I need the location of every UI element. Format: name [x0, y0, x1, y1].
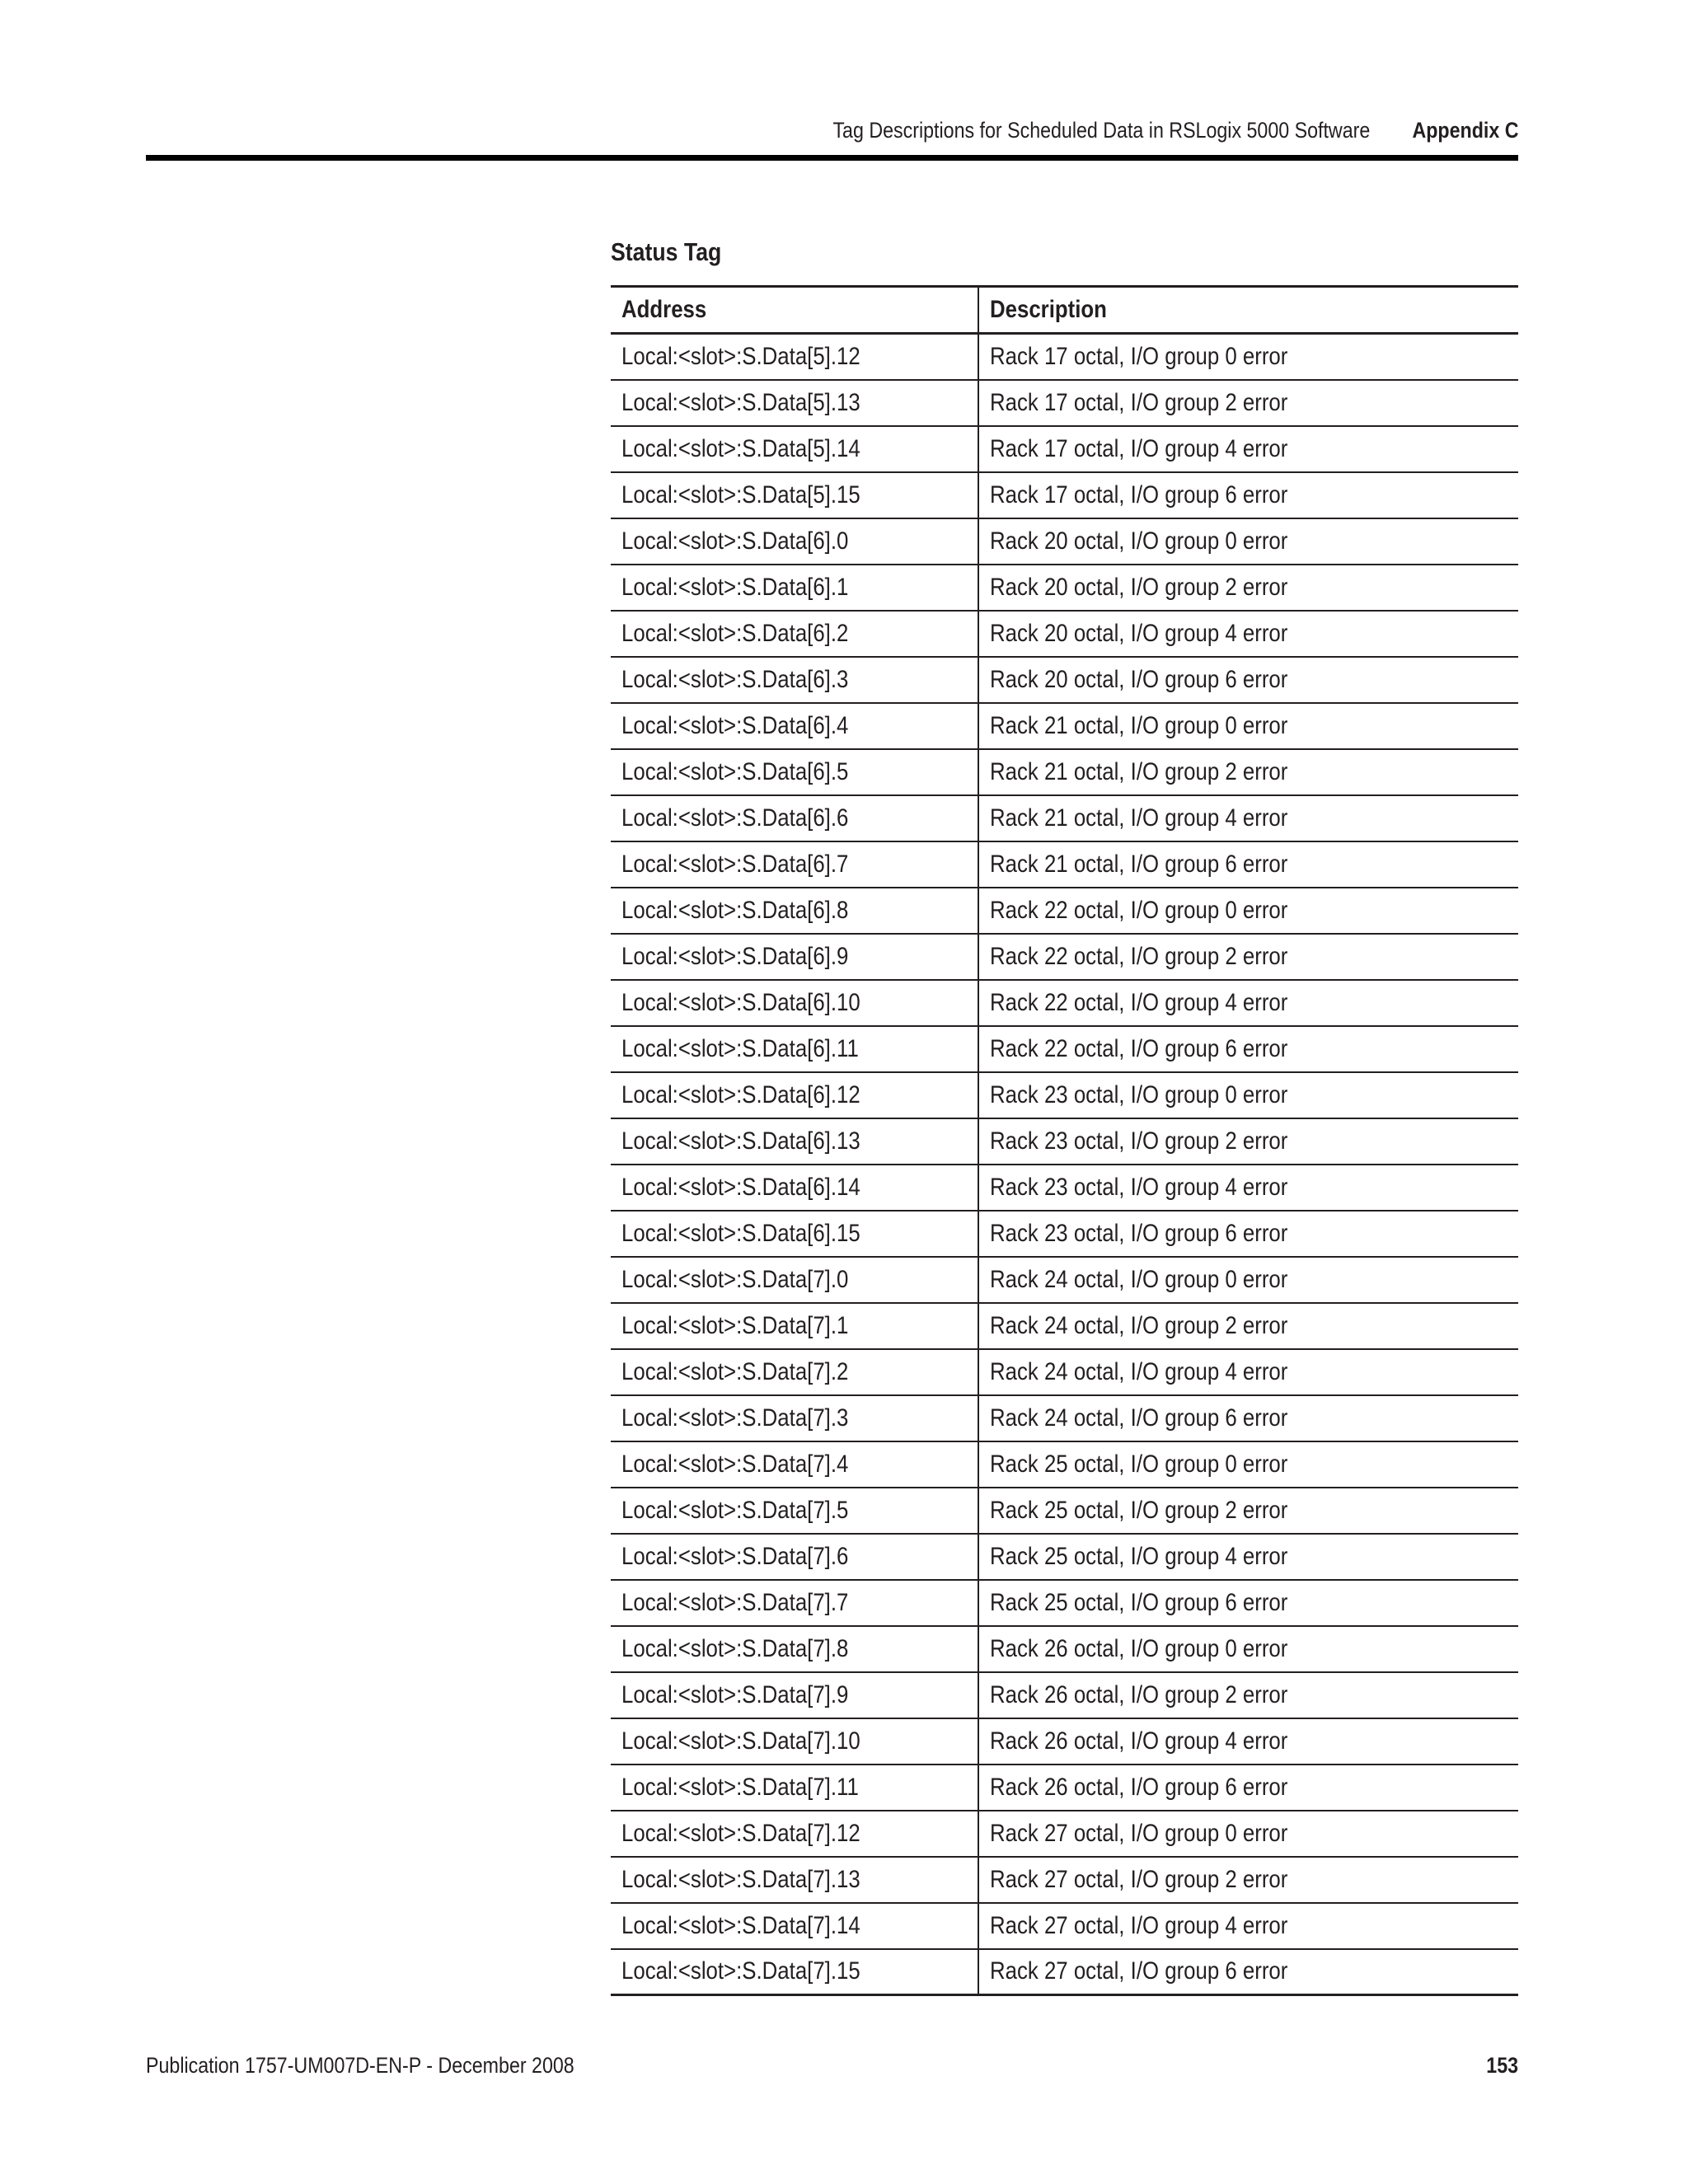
table-row [611, 1118, 1518, 1165]
address-cell [611, 1349, 978, 1395]
description-text: Rack 21 octal, I/O group 4 error [990, 804, 1288, 832]
table-row [611, 1534, 1518, 1580]
table-row [611, 1026, 1518, 1072]
table-header-row [611, 287, 1518, 334]
address-cell [611, 980, 978, 1026]
address-text: Local:<slot>:S.Data[6].8 [621, 896, 849, 924]
table-row [611, 657, 1518, 703]
address-text: Local:<slot>:S.Data[6].12 [621, 1080, 860, 1108]
description-cell [978, 980, 1518, 1026]
description-cell [978, 749, 1518, 795]
description-cell [978, 1580, 1518, 1626]
column-header-address [611, 287, 978, 334]
table-row [611, 934, 1518, 980]
address-text: Local:<slot>:S.Data[7].15 [621, 1957, 860, 1985]
address-cell [611, 795, 978, 841]
description-text: Rack 20 octal, I/O group 0 error [990, 527, 1288, 555]
address-cell [611, 1026, 978, 1072]
table-row [611, 472, 1518, 518]
address-text: Local:<slot>:S.Data[6].4 [621, 711, 849, 739]
address-cell [611, 611, 978, 657]
address-text: Local:<slot>:S.Data[6].6 [621, 804, 849, 832]
description-text: Rack 17 octal, I/O group 2 error [990, 388, 1288, 416]
address-cell [611, 565, 978, 611]
description-cell [978, 1488, 1518, 1534]
description-cell [978, 1395, 1518, 1441]
address-text: Local:<slot>:S.Data[7].10 [621, 1727, 860, 1755]
table-row [611, 1072, 1518, 1118]
description-cell [978, 1118, 1518, 1165]
description-text: Rack 24 octal, I/O group 0 error [990, 1265, 1288, 1293]
table-row [611, 1949, 1518, 1995]
description-text: Rack 27 octal, I/O group 6 error [990, 1957, 1288, 1985]
address-cell [611, 1580, 978, 1626]
address-cell [611, 1303, 978, 1349]
description-cell [978, 1257, 1518, 1303]
address-text: Local:<slot>:S.Data[7].3 [621, 1404, 849, 1432]
address-cell [611, 380, 978, 426]
description-cell [978, 657, 1518, 703]
table-row [611, 334, 1518, 380]
table-row [611, 426, 1518, 472]
description-text: Rack 20 octal, I/O group 4 error [990, 619, 1288, 647]
table-row [611, 1626, 1518, 1672]
address-cell [611, 1811, 978, 1857]
address-text: Local:<slot>:S.Data[5].12 [621, 342, 860, 370]
table-row [611, 1672, 1518, 1718]
description-cell [978, 1165, 1518, 1211]
column-header-label: Address [621, 296, 707, 323]
description-cell [978, 1949, 1518, 1995]
description-text: Rack 22 octal, I/O group 4 error [990, 988, 1288, 1016]
description-text: Rack 23 octal, I/O group 4 error [990, 1173, 1288, 1201]
description-cell [978, 795, 1518, 841]
table-title: Status Tag [611, 237, 722, 266]
table-row [611, 380, 1518, 426]
address-text: Local:<slot>:S.Data[6].1 [621, 573, 849, 601]
description-cell [978, 1534, 1518, 1580]
description-text: Rack 27 octal, I/O group 0 error [990, 1819, 1288, 1847]
address-cell [611, 1165, 978, 1211]
address-cell [611, 1672, 978, 1718]
table-row [611, 1211, 1518, 1257]
address-text: Local:<slot>:S.Data[5].14 [621, 434, 860, 462]
address-text: Local:<slot>:S.Data[7].8 [621, 1634, 849, 1662]
description-text: Rack 27 octal, I/O group 2 error [990, 1865, 1288, 1893]
address-cell [611, 841, 978, 888]
description-text: Rack 27 octal, I/O group 4 error [990, 1911, 1288, 1939]
description-cell [978, 1811, 1518, 1857]
description-cell [978, 1626, 1518, 1672]
table-row [611, 518, 1518, 565]
address-text: Local:<slot>:S.Data[6].2 [621, 619, 849, 647]
description-cell [978, 380, 1518, 426]
address-cell [611, 1072, 978, 1118]
address-cell [611, 934, 978, 980]
description-text: Rack 23 octal, I/O group 2 error [990, 1127, 1288, 1155]
address-text: Local:<slot>:S.Data[7].4 [621, 1450, 849, 1478]
header-appendix-label: Appendix C [1411, 118, 1518, 143]
table-row [611, 1580, 1518, 1626]
description-text: Rack 24 octal, I/O group 2 error [990, 1311, 1288, 1339]
address-cell [611, 1118, 978, 1165]
address-text: Local:<slot>:S.Data[7].9 [621, 1680, 849, 1708]
address-text: Local:<slot>:S.Data[6].3 [621, 665, 849, 693]
description-cell [978, 888, 1518, 934]
address-cell [611, 334, 978, 380]
description-cell [978, 1857, 1518, 1903]
description-text: Rack 26 octal, I/O group 4 error [990, 1727, 1288, 1755]
description-cell [978, 934, 1518, 980]
status-tag-table [611, 285, 1518, 1996]
address-cell [611, 518, 978, 565]
description-cell [978, 1441, 1518, 1488]
address-text: Local:<slot>:S.Data[6].14 [621, 1173, 860, 1201]
table-row [611, 1441, 1518, 1488]
description-cell [978, 841, 1518, 888]
description-cell [978, 1211, 1518, 1257]
description-text: Rack 26 octal, I/O group 0 error [990, 1634, 1288, 1662]
table-row [611, 841, 1518, 888]
address-cell [611, 1534, 978, 1580]
table-row [611, 1903, 1518, 1949]
address-cell [611, 1211, 978, 1257]
table-row [611, 888, 1518, 934]
address-cell [611, 1903, 978, 1949]
description-cell [978, 1903, 1518, 1949]
description-cell [978, 703, 1518, 749]
address-text: Local:<slot>:S.Data[7].5 [621, 1496, 849, 1524]
address-text: Local:<slot>:S.Data[6].7 [621, 850, 849, 878]
footer-publication: Publication 1757-UM007D-EN-P - December 2008 [146, 2053, 574, 2078]
address-cell [611, 1257, 978, 1303]
address-text: Local:<slot>:S.Data[7].14 [621, 1911, 860, 1939]
address-text: Local:<slot>:S.Data[7].0 [621, 1265, 849, 1293]
description-text: Rack 22 octal, I/O group 0 error [990, 896, 1288, 924]
description-text: Rack 20 octal, I/O group 6 error [990, 665, 1288, 693]
description-cell [978, 426, 1518, 472]
running-header [832, 115, 1518, 145]
description-cell [978, 1672, 1518, 1718]
description-cell [978, 1349, 1518, 1395]
description-text: Rack 25 octal, I/O group 6 error [990, 1588, 1288, 1616]
table-row [611, 1718, 1518, 1765]
column-header-description [978, 287, 1518, 334]
description-text: Rack 23 octal, I/O group 6 error [990, 1219, 1288, 1247]
address-text: Local:<slot>:S.Data[7].7 [621, 1588, 849, 1616]
address-cell [611, 426, 978, 472]
description-cell [978, 1303, 1518, 1349]
address-text: Local:<slot>:S.Data[5].15 [621, 480, 860, 509]
address-cell [611, 1626, 978, 1672]
header-rule [146, 155, 1518, 161]
address-cell [611, 472, 978, 518]
description-text: Rack 17 octal, I/O group 6 error [990, 480, 1288, 509]
address-cell [611, 1395, 978, 1441]
address-cell [611, 1488, 978, 1534]
address-text: Local:<slot>:S.Data[6].0 [621, 527, 849, 555]
description-text: Rack 24 octal, I/O group 4 error [990, 1357, 1288, 1385]
description-cell [978, 472, 1518, 518]
description-cell [978, 611, 1518, 657]
address-text: Local:<slot>:S.Data[7].2 [621, 1357, 849, 1385]
address-text: Local:<slot>:S.Data[7].13 [621, 1865, 860, 1893]
address-text: Local:<slot>:S.Data[6].13 [621, 1127, 860, 1155]
header-section-title: Tag Descriptions for Scheduled Data in RSLogix 5000 Software [832, 118, 1370, 143]
description-text: Rack 25 octal, I/O group 4 error [990, 1542, 1288, 1570]
table-row [611, 1165, 1518, 1211]
table-row [611, 1349, 1518, 1395]
address-text: Local:<slot>:S.Data[6].10 [621, 988, 860, 1016]
description-text: Rack 26 octal, I/O group 6 error [990, 1773, 1288, 1801]
address-text: Local:<slot>:S.Data[7].6 [621, 1542, 849, 1570]
description-cell [978, 1072, 1518, 1118]
description-text: Rack 21 octal, I/O group 6 error [990, 850, 1288, 878]
table-row [611, 1257, 1518, 1303]
address-text: Local:<slot>:S.Data[5].13 [621, 388, 860, 416]
address-text: Local:<slot>:S.Data[6].15 [621, 1219, 860, 1247]
address-cell [611, 703, 978, 749]
description-text: Rack 25 octal, I/O group 0 error [990, 1450, 1288, 1478]
table-row [611, 1303, 1518, 1349]
table-body [611, 334, 1518, 1995]
description-text: Rack 23 octal, I/O group 0 error [990, 1080, 1288, 1108]
description-text: Rack 21 octal, I/O group 2 error [990, 757, 1288, 785]
table-row [611, 1488, 1518, 1534]
column-header-label: Description [990, 296, 1107, 323]
table-row [611, 1395, 1518, 1441]
description-cell [978, 1026, 1518, 1072]
description-cell [978, 565, 1518, 611]
table-row [611, 1811, 1518, 1857]
address-text: Local:<slot>:S.Data[7].1 [621, 1311, 849, 1339]
description-text: Rack 21 octal, I/O group 0 error [990, 711, 1288, 739]
description-text: Rack 22 octal, I/O group 6 error [990, 1034, 1288, 1062]
description-text: Rack 22 octal, I/O group 2 error [990, 942, 1288, 970]
address-cell [611, 1441, 978, 1488]
address-cell [611, 749, 978, 795]
description-text: Rack 20 octal, I/O group 2 error [990, 573, 1288, 601]
description-text: Rack 25 octal, I/O group 2 error [990, 1496, 1288, 1524]
table-row [611, 611, 1518, 657]
description-text: Rack 17 octal, I/O group 4 error [990, 434, 1288, 462]
description-cell [978, 1765, 1518, 1811]
description-cell [978, 1718, 1518, 1765]
address-cell [611, 1718, 978, 1765]
address-cell [611, 657, 978, 703]
table-row [611, 980, 1518, 1026]
address-text: Local:<slot>:S.Data[6].9 [621, 942, 849, 970]
table-row [611, 749, 1518, 795]
table-row [611, 1765, 1518, 1811]
table-row [611, 795, 1518, 841]
address-cell [611, 1949, 978, 1995]
table-row [611, 703, 1518, 749]
description-cell [978, 518, 1518, 565]
address-cell [611, 1857, 978, 1903]
description-text: Rack 26 octal, I/O group 2 error [990, 1680, 1288, 1708]
description-cell [978, 334, 1518, 380]
address-cell [611, 1765, 978, 1811]
description-text: Rack 17 octal, I/O group 0 error [990, 342, 1288, 370]
address-text: Local:<slot>:S.Data[7].11 [621, 1773, 859, 1801]
table-row [611, 565, 1518, 611]
address-text: Local:<slot>:S.Data[6].5 [621, 757, 849, 785]
address-text: Local:<slot>:S.Data[6].11 [621, 1034, 859, 1062]
address-text: Local:<slot>:S.Data[7].12 [621, 1819, 860, 1847]
address-cell [611, 888, 978, 934]
table-row [611, 1857, 1518, 1903]
page-number: 153 [1486, 2053, 1518, 2078]
description-text: Rack 24 octal, I/O group 6 error [990, 1404, 1288, 1432]
